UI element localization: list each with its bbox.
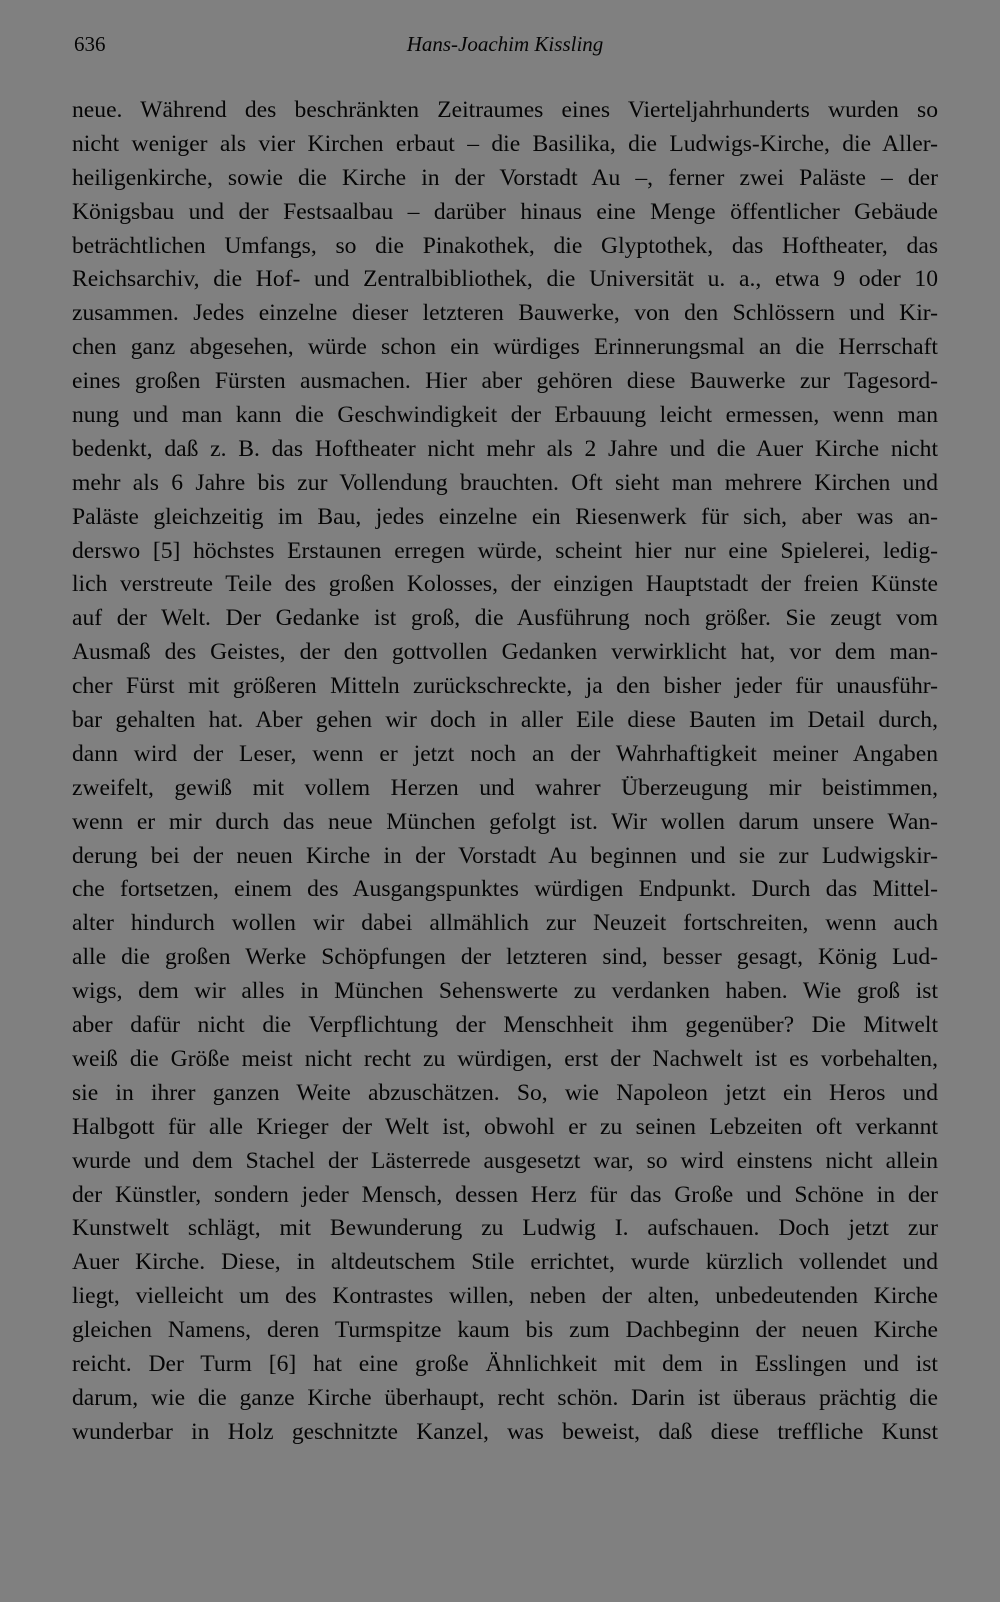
text-line: beträchtlichen Umfangs, so die Pinakothek, die Glyptothek, das Hoftheater, das (72, 232, 938, 259)
text-line: zusammen. Jedes einzelne dieser letzteren Bauwerke, von den Schlössern und Kir- (72, 300, 938, 327)
text-line: heiligenkirche, sowie die Kirche in der Vorstadt Au –, ferner zwei Paläste – der (72, 164, 938, 191)
text-line: mehr als 6 Jahre bis zur Vollendung brauchten. Oft sieht man mehrere Kirchen und (72, 469, 938, 496)
text-line: nung und man kann die Geschwindigkeit der Erbauung leicht ermessen, wenn man (72, 402, 938, 429)
text-line: cher Fürst mit größeren Mitteln zurückschreckte, ja den bisher jeder für unausführ- (72, 673, 938, 700)
text-line: Reichsarchiv, die Hof- und Zentralbibliothek, die Universität u. a., etwa 9 oder 10 (72, 266, 938, 293)
text-line: darum, wie die ganze Kirche überhaupt, recht schön. Darin ist überaus prächtig die (72, 1384, 938, 1411)
text-line: alter hindurch wollen wir dabei allmählich zur Neuzeit fortschreiten, wenn auch (72, 910, 938, 937)
text-line: wenn er mir durch das neue München gefolgt ist. Wir wollen darum unsere Wan- (72, 808, 938, 835)
text-line: Halbgott für alle Krieger der Welt ist, obwohl er zu seinen Lebzeiten oft verkannt (72, 1113, 938, 1140)
text-line: eines großen Fürsten ausmachen. Hier aber gehören diese Bauwerke zur Tagesord- (72, 368, 938, 395)
text-line: bar gehalten hat. Aber gehen wir doch in aller Eile diese Bauten im Detail durch, (72, 707, 938, 734)
text-line: der Künstler, sondern jeder Mensch, dessen Herz für das Große und Schöne in der (72, 1181, 938, 1208)
text-line: Kunstwelt schlägt, mit Bewunderung zu Ludwig I. aufschauen. Doch jetzt zur (72, 1215, 938, 1242)
text-line: derung bei der neuen Kirche in der Vorstadt Au beginnen und sie zur Ludwigskir- (72, 842, 938, 869)
text-line: weiß die Größe meist nicht recht zu würdigen, erst der Nachwelt ist es vorbehalten, (72, 1045, 938, 1072)
text-line: lich verstreute Teile des großen Kolosses, der einzigen Hauptstadt der freien Künste (72, 571, 938, 598)
text-line: gleichen Namens, deren Turmspitze kaum bis zum Dachbeginn der neuen Kirche (72, 1317, 938, 1344)
text-line: auf der Welt. Der Gedanke ist groß, die Ausführung noch größer. Sie zeugt vom (72, 605, 938, 632)
text-line: neue. Während des beschränkten Zeitraumes eines Vierteljahrhunderts wurden so (72, 97, 938, 123)
text-line: wigs, dem wir alles in München Sehenswerte zu verdanken haben. Wie groß ist (72, 978, 938, 1005)
text-line: wunderbar in Holz geschnitzte Kanzel, was beweist, daß diese treffliche Kunst (72, 1418, 938, 1445)
text-line: liegt, vielleicht um des Kontrastes willen, neben der alten, unbedeutenden Kirche (72, 1283, 938, 1310)
text-line: dann wird der Leser, wenn er jetzt noch an der Wahrhaftigkeit meiner Angaben (72, 740, 938, 767)
text-line: wurde und dem Stachel der Lästerrede ausgesetzt war, so wird einstens nicht allein (72, 1147, 938, 1174)
text-line: Ausmaß des Geistes, der den gottvollen Gedanken verwirklicht hat, vor dem man- (72, 639, 938, 666)
text-line: bedenkt, daß z. B. das Hoftheater nicht mehr als 2 Jahre und die Auer Kirche nicht (72, 435, 938, 462)
text-line: che fortsetzen, einem des Ausgangspunktes würdigen Endpunkt. Durch das Mittel- (72, 876, 938, 903)
text-line: reicht. Der Turm [6] hat eine große Ähnlichkeit mit dem in Esslingen und ist (72, 1350, 938, 1377)
page-number: 636 (74, 32, 106, 56)
text-line: derswo [5] höchstes Erstaunen erregen würde, scheint hier nur eine Spielerei, ledig- (72, 537, 938, 564)
text-line: Paläste gleichzeitig im Bau, jedes einzelne ein Riesenwerk für sich, aber was an- (72, 503, 938, 530)
body-text (72, 94, 938, 1450)
page-header (74, 28, 936, 64)
text-line: chen ganz abgesehen, würde schon ein würdiges Erinnerungsmal an die Herrschaft (72, 334, 938, 361)
running-head-author: Hans-Joachim Kissling (406, 32, 604, 56)
text-line: zweifelt, gewiß mit vollem Herzen und wahrer Überzeugung mir beistimmen, (72, 774, 938, 801)
text-line: Königsbau und der Festsaalbau – darüber hinaus eine Menge öffentlicher Gebäude (72, 198, 938, 225)
text-line: Auer Kirche. Diese, in altdeutschem Stile errichtet, wurde kürzlich vollendet und (72, 1249, 938, 1276)
text-line: sie in ihrer ganzen Weite abzuschätzen. So, wie Napoleon jetzt ein Heros und (72, 1079, 938, 1106)
text-line: alle die großen Werke Schöpfungen der letzteren sind, besser gesagt, König Lud- (72, 944, 938, 971)
text-line: aber dafür nicht die Verpflichtung der Menschheit ihm gegenüber? Die Mitwelt (72, 1012, 938, 1039)
text-line: nicht weniger als vier Kirchen erbaut – die Basilika, die Ludwigs-Kirche, die Aller- (72, 130, 938, 157)
